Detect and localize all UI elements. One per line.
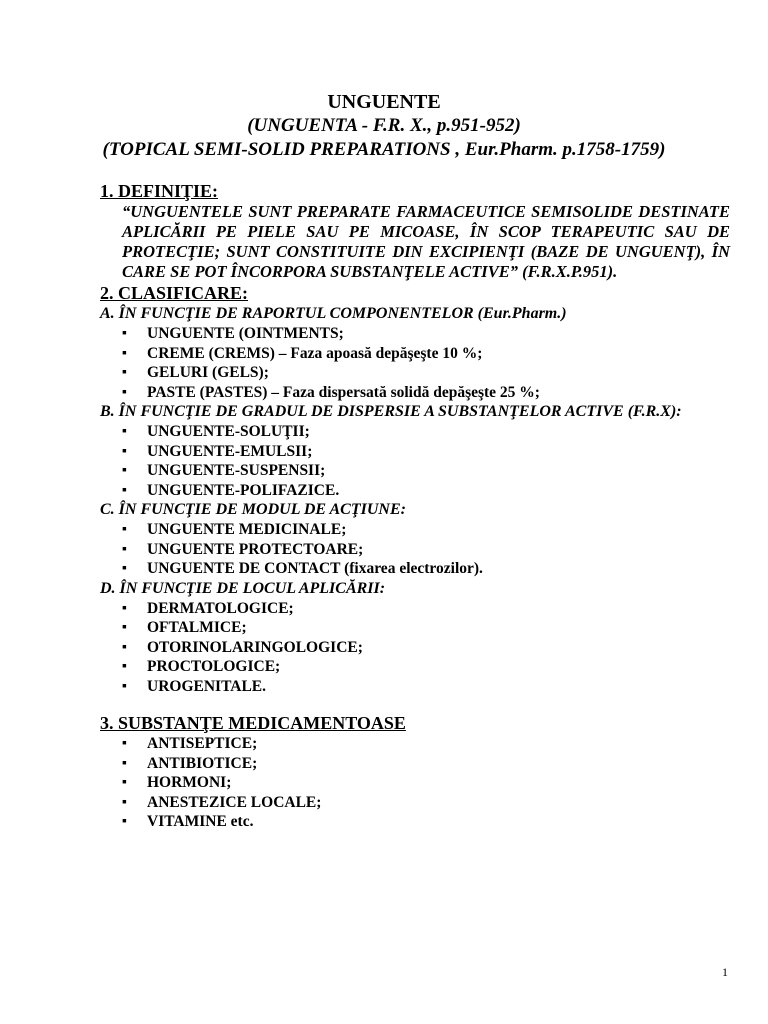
list-item: ▪ ANTIBIOTICE; xyxy=(122,754,730,774)
list-item: ▪ PROCTOLOGICE; xyxy=(122,657,730,677)
list-item: ▪ DERMATOLOGICE; xyxy=(122,599,730,619)
list-item: ▪ UNGUENTE-EMULSII; xyxy=(122,442,730,462)
group-heading-d: D. ÎN FUNCŢIE DE LOCUL APLICĂRII: xyxy=(100,579,386,597)
substances-list xyxy=(100,734,730,832)
group-list-c xyxy=(100,520,730,579)
list-item: ▪ ANTISEPTICE; xyxy=(122,734,730,754)
list-item: ▪ UNGUENTE-SOLUŢII; xyxy=(122,422,730,442)
subtitle-eurpharm: (TOPICAL SEMI-SOLID PREPARATIONS , Eur.Pharm. p.1758-1759) xyxy=(102,139,666,160)
list-item: ▪ CREME (CREMS) – Faza apoasă depăşeşte 10 %; xyxy=(122,344,730,364)
group-heading-b: B. ÎN FUNCŢIE DE GRADUL DE DISPERSIE A SUBSTANŢELOR ACTIVE (F.R.X): xyxy=(100,403,682,420)
list-item: ▪ VITAMINE etc. xyxy=(122,812,730,832)
section-heading-substante: 3. SUBSTANŢE MEDICAMENTOASE xyxy=(100,713,406,733)
list-item: ▪ HORMONI; xyxy=(122,773,730,793)
list-item: ▪ UNGUENTE-POLIFAZICE. xyxy=(122,481,730,501)
page-number: 1 xyxy=(722,965,728,979)
spacer xyxy=(100,696,730,712)
list-item: ▪ OTORINOLARINGOLOGICE; xyxy=(122,638,730,658)
subtitle-frx: (UNGUENTA - F.R. X., p.951-952) xyxy=(247,115,521,136)
list-item: ▪ UNGUENTE (OINTMENTS; xyxy=(122,324,730,344)
group-list-b xyxy=(100,422,730,500)
group-heading-c: C. ÎN FUNCŢIE DE MODUL DE ACŢIUNE: xyxy=(100,501,406,518)
section-heading-clasificare: 2. CLASIFICARE: xyxy=(100,283,249,303)
list-item: ▪ UNGUENTE MEDICINALE; xyxy=(122,520,730,540)
list-item: ▪ UNGUENTE DE CONTACT (fixarea electrozilor). xyxy=(122,559,730,579)
document-body xyxy=(100,180,730,832)
group-list-a xyxy=(100,324,730,402)
list-item: ▪ UNGUENTE-SUSPENSII; xyxy=(122,461,730,481)
list-item: ▪ GELURI (GELS); xyxy=(122,363,730,383)
group-list-d xyxy=(100,599,730,697)
list-item: ▪ PASTE (PASTES) – Faza dispersată solidă depăşeşte 25 %; xyxy=(122,383,730,403)
group-heading-a: A. ÎN FUNCŢIE DE RAPORTUL COMPONENTELOR (Eur.Pharm.) xyxy=(100,305,567,322)
list-item: ▪ UNGUENTE PROTECTOARE; xyxy=(122,540,730,560)
document-title: UNGUENTE xyxy=(327,91,441,113)
list-item: ▪ UROGENITALE. xyxy=(122,677,730,697)
list-item: ▪ OFTALMICE; xyxy=(122,618,730,638)
definition-text: “UNGUENTELE SUNT PREPARATE FARMACEUTICE SEMISOLIDE DESTINATE APLICĂRII PE PIELE SAU PE MICOASE, ÎN SCOP TERAPEUTIC SAU DE PROTECŢIE; SUNT CONSTITUITE DIN EXCIPIENŢI (BAZE DE UNGUENŢ), ÎN CARE SE POT ÎNCORPORA SUBSTANŢELE ACTIVE” (F.R.X.P.951). xyxy=(122,202,730,281)
list-item: ▪ ANESTEZICE LOCALE; xyxy=(122,793,730,813)
section-heading-definitie: 1. DEFINIŢIE: xyxy=(100,181,219,201)
title-block xyxy=(0,90,768,162)
